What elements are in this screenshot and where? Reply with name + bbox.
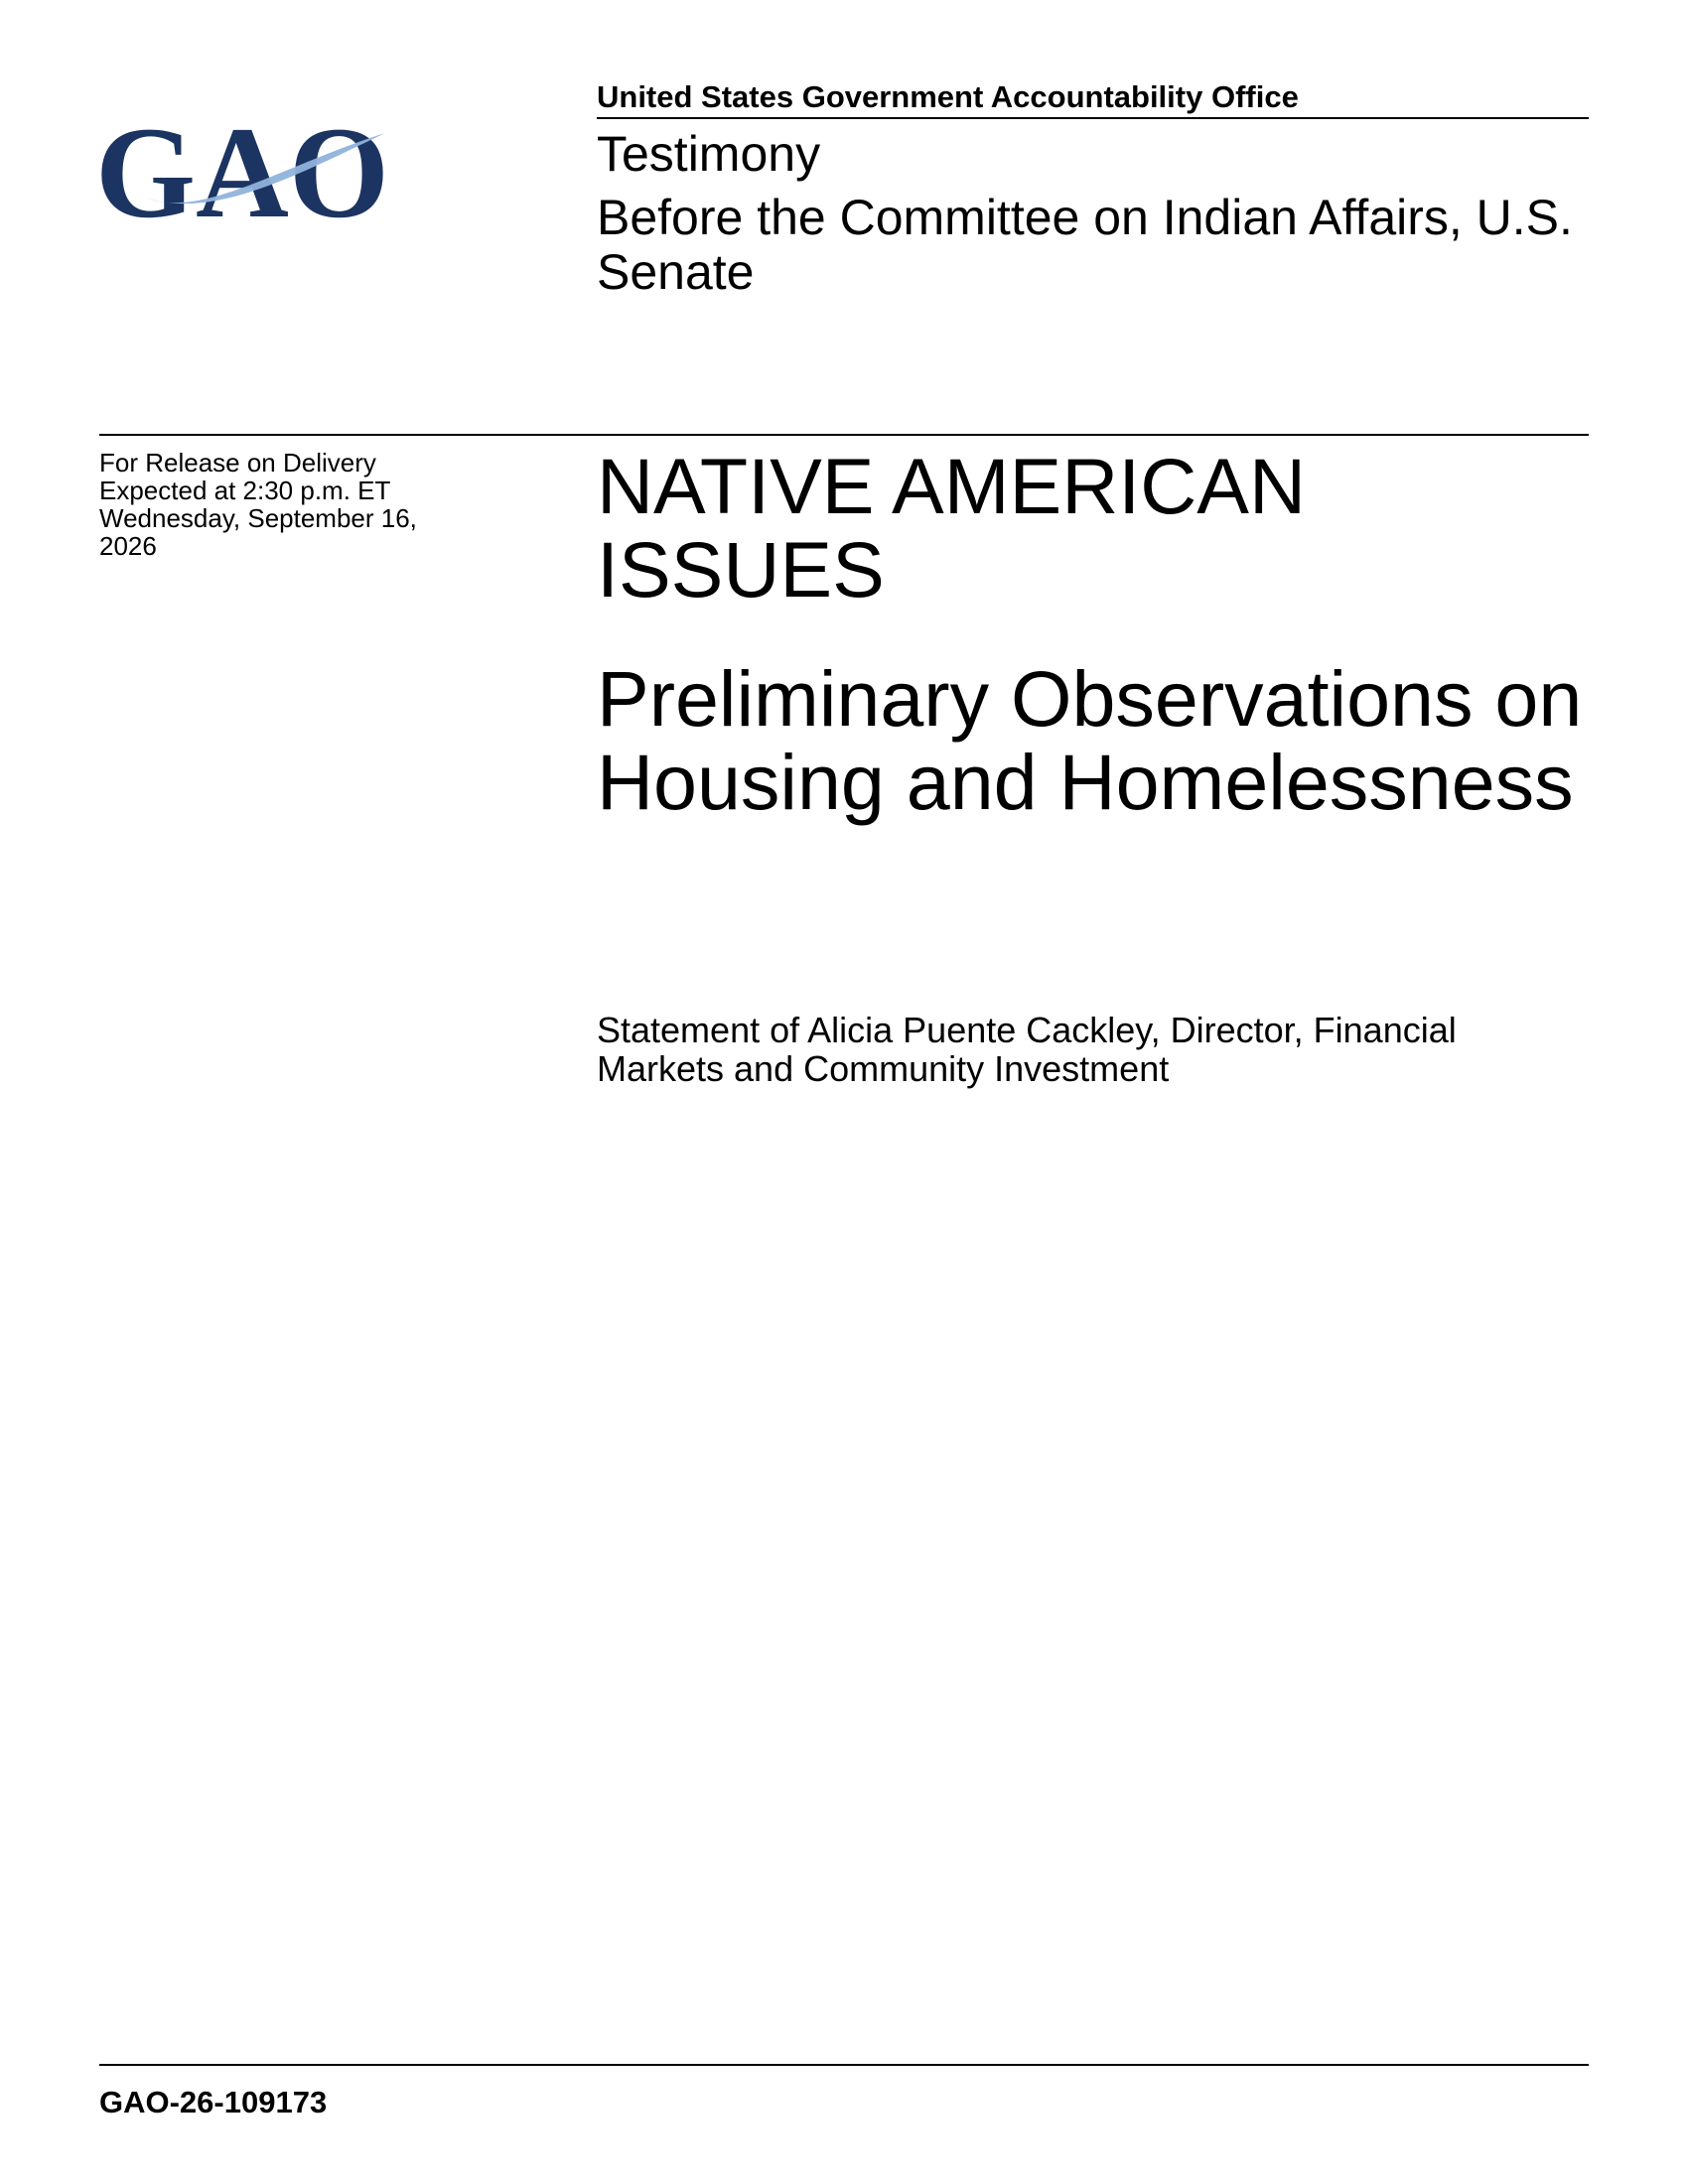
release-line-2: Expected at 2:30 p.m. ET: [99, 476, 391, 505]
main-title: NATIVE AMERICAN ISSUES: [597, 442, 1307, 614]
header-divider: [597, 117, 1589, 119]
release-line-1: For Release on Delivery: [99, 448, 376, 478]
report-number: GAO-26-109173: [99, 2085, 328, 2119]
title-divider: [99, 434, 1589, 436]
release-line-3: Wednesday, September 16, 2026: [99, 503, 417, 561]
gao-logo: [95, 115, 393, 232]
committee-name: Before the Committee on Indian Affairs, U.S. Senate: [597, 190, 1573, 300]
document-type: Testimony: [597, 126, 821, 182]
footer-divider: [99, 2064, 1589, 2066]
agency-name: United States Government Accountability Office: [597, 79, 1299, 114]
release-info: [99, 449, 457, 560]
gao-logo-icon: [95, 115, 393, 232]
subtitle: Preliminary Observations on Housing and Homelessness: [597, 654, 1583, 826]
logo-text: GAO: [95, 115, 389, 232]
statement-of: Statement of Alicia Puente Cackley, Director, Financial Markets and Community Investment: [597, 1010, 1457, 1089]
